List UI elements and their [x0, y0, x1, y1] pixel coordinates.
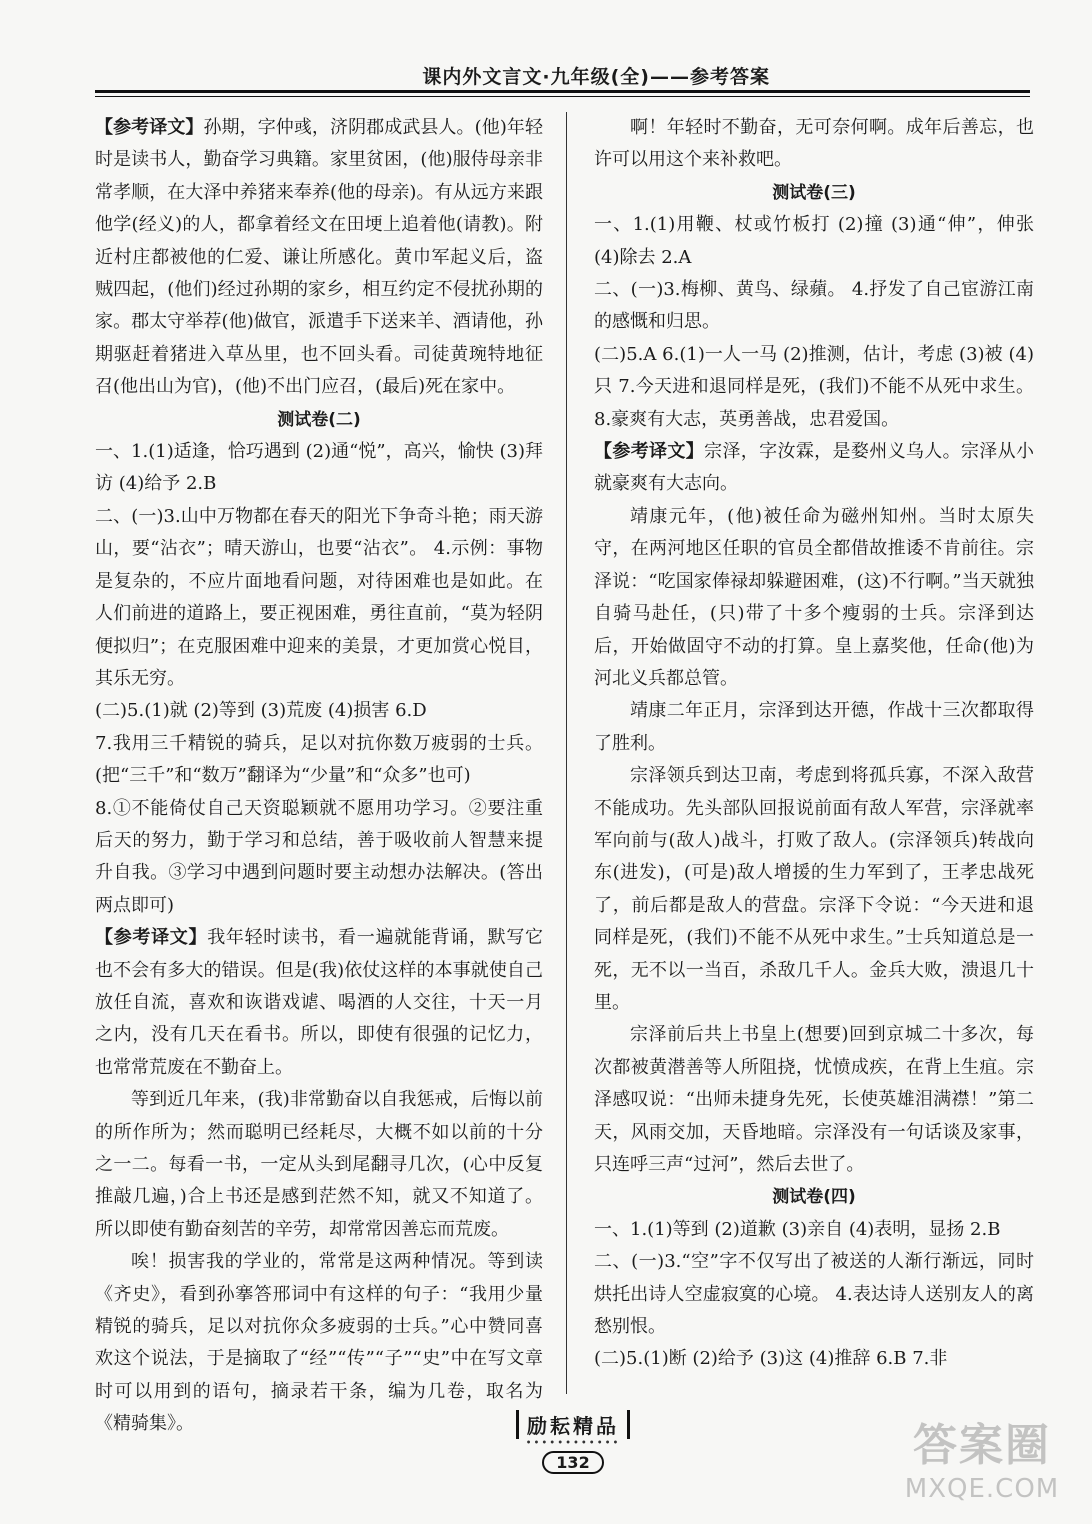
paragraph-text: 7.我用三千精锐的骑兵，足以对抗你数万疲弱的士兵。(把“三千”和“数万”翻译为“少量”和“众多”也可)	[95, 732, 543, 787]
reference-translation-tag: 【参考译文】	[95, 927, 208, 949]
paragraph	[594, 274, 1034, 339]
paragraph	[95, 793, 543, 923]
section-heading	[594, 177, 1034, 209]
reference-translation-tag: 【参考译文】	[95, 117, 204, 138]
paragraph-text: 宗泽前后共上书皇上(想要)回到京城二十多次，每次都被黄潜善等人所阻挠，忧愤成疾，在背上生疽。宗泽感叹说：“出师未捷身先死，长使英雄泪满襟！”第二天，风雨交加，天昏地暗。宗泽没有一句话谈及家事，只连呼三声“过河”，然后去世了。	[594, 1024, 1034, 1175]
paragraph	[95, 695, 543, 727]
section-heading	[95, 404, 543, 436]
paragraph	[594, 695, 1034, 760]
paragraph	[95, 112, 543, 404]
paragraph	[594, 339, 1034, 436]
left-column	[95, 112, 543, 1441]
page-footer	[498, 1410, 648, 1474]
column-divider	[566, 112, 567, 1394]
paragraph-text: 8.①不能倚仗自己天资聪颖就不愿用功学习。②要注重后天的努力，勤于学习和总结，善于吸收前人智慧来提升自我。③学习中遇到问题时要主动想办法解决。(答出两点即可)	[95, 797, 543, 916]
paragraph-text: (二)5.(1)断 (2)给予 (3)这 (4)推辞 6.B 7.非	[594, 1348, 948, 1370]
paragraph-text: 宗泽领兵到达卫南，考虑到将孤兵寡，不深入敌营不能成功。先头部队回报说前面有敌人军营，宗泽就率军向前与(敌人)战斗，打败了敌人。(宗泽领兵)转战向东(进发)，(可是)敌人增援的生力军到了，王孝忠战死了，前后都是敌人的营盘。宗泽下令说：“今天进和退同样是死，(我们)不能不从死中求生。”士兵知道总是一死，无不以一当百，杀敌几千人。金兵大败，溃退几十里。	[594, 765, 1034, 1013]
paragraph-text: 我年轻时读书，看一遍就能背诵，默写它也不会有多大的错误。但是(我)依仗这样的本事就使自己放任自流，喜欢和诙谐戏谑、喝酒的人交往，十天一月之内，没有几天在看书。所以，即使有很强的记忆力，也常常荒废在不勤奋上。	[95, 927, 544, 1078]
paragraph	[594, 112, 1034, 177]
paragraph	[594, 1343, 1034, 1375]
paragraph-text: 靖康二年正月，宗泽到达开德，作战十三次都取得了胜利。	[594, 700, 1034, 754]
paragraph	[594, 209, 1034, 274]
paragraph-text: 一、1.(1)等到 (2)道歉 (3)亲自 (4)表明，显扬 2.B	[594, 1218, 1001, 1240]
footer-dots: ••••••••••••	[525, 1438, 621, 1449]
header-rule-thin	[95, 96, 1030, 97]
paragraph	[594, 1246, 1034, 1343]
watermark-logo: 答案圈	[913, 1420, 1051, 1471]
paragraph-text: 测试卷(三)	[772, 182, 856, 203]
paragraph	[95, 728, 543, 793]
paragraph	[95, 1084, 543, 1246]
paragraph	[594, 760, 1034, 1019]
paragraph-text: 测试卷(四)	[772, 1187, 856, 1208]
paragraph	[95, 1246, 543, 1440]
paragraph-text: 孙期，字仲彧，济阴郡成武县人。(他)年轻时是读书人，勤奋学习典籍。家里贫困，(他)服侍母亲非常孝顺，在大泽中养猪来奉养(他的母亲)。有从远方来跟他学(经义)的人，都拿着经文在田埂上追着他(请教)。附近村庄都被他的仁爱、谦让所感化。黄巾军起义后，盗贼四起，(他们)经过孙期的家乡，相互约定不侵扰孙期的家。郡太守举荐(他)做官，派遣手下送来羊、酒请他，孙期驱赶着猪进入草丛里，也不回头看。司徒黄琬特地征召(他出山为官)，(他)不出门应召，(最后)死在家中。	[95, 117, 543, 398]
paragraph	[594, 436, 1034, 501]
paragraph-text: 二、(一)3.山中万物都在春天的阳光下争奇斗艳；雨天游山，要“沾衣”；晴天游山，也要“沾衣”。 4.示例：事物是复杂的，不应片面地看问题，对待困难也是如此。在人们前进的道路上，要正视困难，勇往直前，“莫为轻阴便拟归”；在克服困难中迎来的美景，才更加赏心悦目，其乐无穷。	[95, 505, 543, 689]
paragraph-text: 啊！年轻时不勤奋，无可奈何啊。成年后善忘，也许可以用这个来补救吧。	[594, 117, 1034, 171]
paragraph-text: 二、(一)3.“空”字不仅写出了被送的人渐行渐远，同时烘托出诗人空虚寂寞的心境。 4.表达诗人送别友人的离愁别恨。	[594, 1251, 1034, 1338]
section-heading	[594, 1181, 1034, 1213]
header-rule-thick	[95, 90, 1030, 93]
paragraph	[594, 501, 1034, 695]
paragraph	[95, 501, 543, 695]
paragraph-text: 等到近几年来，(我)非常勤奋以自我惩戒，后悔以前的所作所为；然而聪明已经耗尽，大概不如以前的十分之一二。每看一书，一定从头到尾翻寻几次，(心中反复推敲几遍，)合上书还是感到茫然不知，就又不知道了。所以即使有勤奋刻苦的辛劳，却常常因善忘而荒废。	[95, 1089, 543, 1240]
reference-translation-tag: 【参考译文】	[594, 441, 705, 463]
header-title: 课内外文言文·九年级(全)——参考答案	[422, 66, 770, 88]
paragraph	[95, 922, 543, 1084]
paragraph	[594, 1019, 1034, 1181]
paragraph	[95, 436, 543, 501]
page-number: 132	[542, 1451, 603, 1474]
paragraph-text: 一、1.(1)用鞭、杖或竹板打 (2)撞 (3)通“伸”，伸张 (4)除去 2.A	[594, 214, 1034, 268]
paragraph-text: (二)5.(1)就 (2)等到 (3)荒废 (4)损害 6.D	[95, 700, 427, 722]
paragraph-text: 一、1.(1)适逢，恰巧遇到 (2)通“悦”，高兴，愉快 (3)拜访 (4)给予 2.B	[95, 441, 543, 495]
page-header	[95, 58, 1030, 98]
watermark	[882, 1418, 1082, 1518]
paragraph	[594, 1214, 1034, 1246]
paragraph-text: 测试卷(二)	[277, 409, 361, 430]
watermark-url: MXQE.COM	[904, 1474, 1060, 1504]
brand-logo: 励耘精品	[516, 1410, 630, 1439]
paragraph-text: (二)5.A 6.(1)一人一马 (2)推测，估计，考虑 (3)被 (4)只 7.今天进和退同样是死，(我们)不能不从死中求生。 8.豪爽有大志，英勇善战，忠君爱国。	[594, 343, 1034, 430]
paragraph-text: 靖康元年，(他)被任命为磁州知州。当时太原失守，在两河地区任职的官员全都借故推诿不肯前往。宗泽说：“吃国家俸禄却躲避困难，(这)不行啊。”当天就独自骑马赴任，(只)带了十多个瘦弱的士兵。宗泽到达后，开始做固守不动的打算。皇上嘉奖他，任命(他)为河北义兵都总管。	[594, 505, 1034, 689]
right-column	[594, 112, 1034, 1376]
paragraph-text: 二、(一)3.梅柳、黄鸟、绿蘋。 4.抒发了自己宦游江南的感慨和归思。	[594, 279, 1034, 333]
paragraph-text: 宗泽，字汝霖，是婺州义乌人。宗泽从小就豪爽有大志向。	[594, 441, 1035, 495]
paragraph-text: 唉！损害我的学业的，常常是这两种情况。等到读《齐史》，看到孙搴答邢词中有这样的句子：“我用少量精锐的骑兵，足以对抗你众多疲弱的士兵。”心中赞同喜欢这个说法，于是摘取了“经”“传”“子”“史”中在写文章时可以用到的语句，摘录若干条，编为几卷，取名为《精骑集》。	[95, 1251, 543, 1435]
